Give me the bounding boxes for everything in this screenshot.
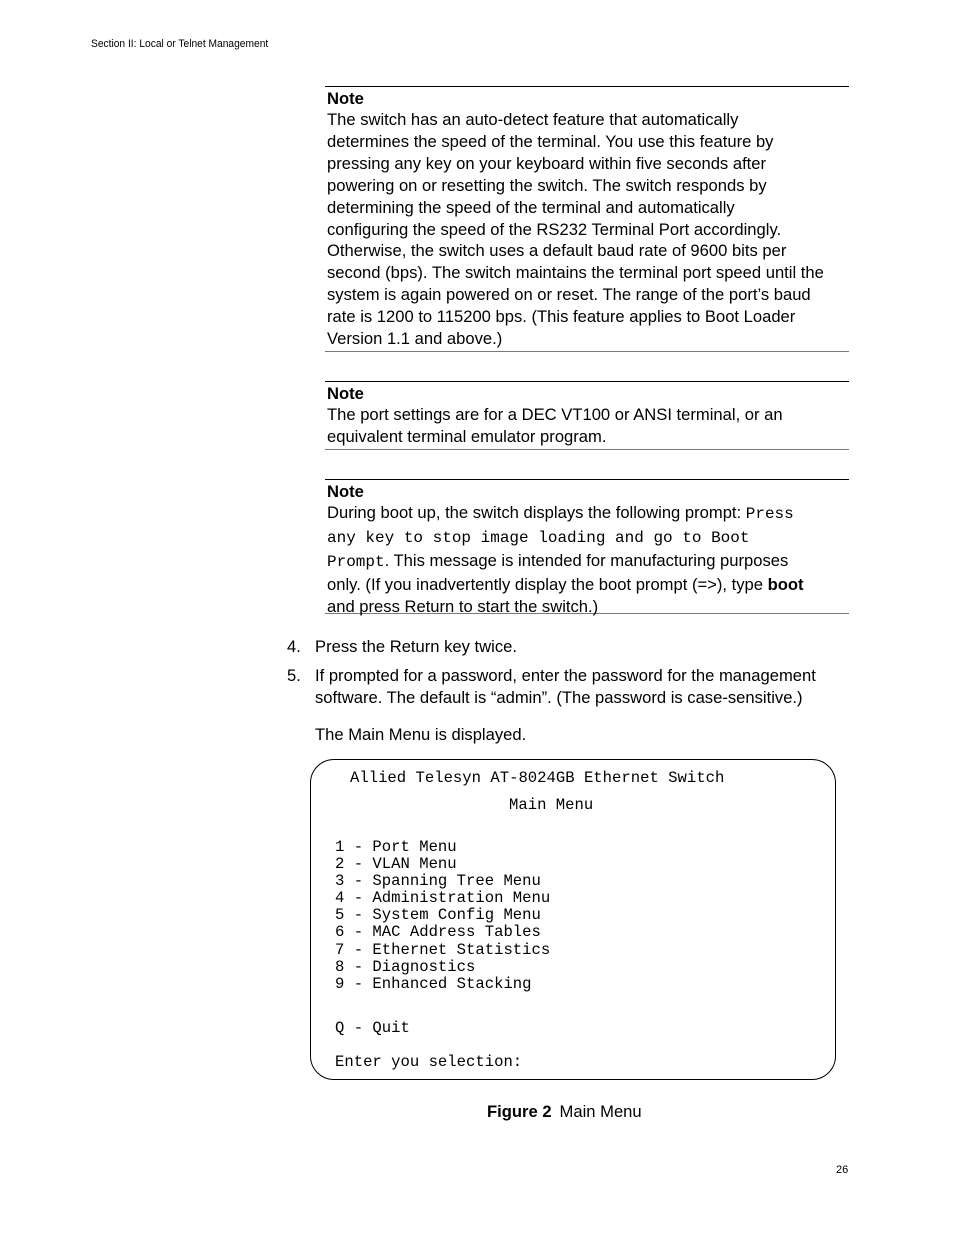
note-line: pressing any key on your keyboard within five seconds after (327, 153, 767, 173)
note-line: rate is 1200 to 115200 bps. (This feature applies to Boot Loader (327, 307, 796, 327)
note-line: determines the speed of the terminal. You use this feature by (327, 131, 774, 151)
selection-prompt: Enter you selection: (335, 1053, 523, 1071)
note-box-auto-detect (325, 86, 849, 352)
figure-label: Figure 2 (487, 1102, 552, 1121)
running-header: Section II: Local or Telnet Management (91, 38, 269, 50)
terminal-screen (310, 759, 836, 1080)
menu-item: 5 - System Config Menu (335, 906, 541, 925)
menu-item: 6 - MAC Address Tables (335, 923, 541, 942)
note-line (327, 550, 849, 574)
note-line (327, 526, 849, 550)
menu-item: 1 - Port Menu (335, 838, 457, 856)
note-line: The port settings are for a DEC VT100 or ANSI terminal, or an (327, 405, 783, 424)
menu-item-quit: Q - Quit (335, 1019, 410, 1037)
step-number: 4. (287, 637, 301, 656)
step-text: software. The default is “admin”. (The password is case-sensitive.) (315, 687, 803, 707)
menu-item: 7 - Ethernet Statistics (335, 940, 551, 959)
code-text: any key to stop image loading and go to Boot (327, 528, 750, 547)
menu-item: 3 - Spanning Tree Menu (335, 872, 541, 891)
note-line: The switch has an auto-detect feature that automatically (327, 110, 739, 129)
code-text: Press (745, 505, 794, 523)
note-line: configuring the speed of the RS232 Terminal Port accordingly. (327, 219, 782, 239)
note-line: equivalent terminal emulator program. (327, 426, 607, 446)
note-line (327, 502, 849, 526)
note-label: Note (327, 89, 364, 108)
step-number: 5. (287, 666, 301, 685)
terminal-subtitle: Main Menu (509, 796, 594, 814)
note-line: Version 1.1 and above.) (327, 329, 503, 349)
figure-caption (487, 1102, 642, 1122)
page-number: 26 (836, 1164, 849, 1176)
paragraph: The Main Menu is displayed. (315, 725, 527, 744)
note-line: powering on or resetting the switch. The switch responds by (327, 175, 767, 195)
note-line: second (bps). The switch maintains the terminal port speed until the (327, 263, 824, 283)
figure-title: Main Menu (559, 1102, 642, 1121)
menu-item: 8 - Diagnostics (335, 957, 476, 976)
note-label: Note (327, 482, 364, 501)
menu-item: 9 - Enhanced Stacking (335, 974, 532, 993)
menu-item: 4 - Administration Menu (335, 889, 551, 908)
step-text: If prompted for a password, enter the password for the management (315, 666, 816, 685)
bold-command: boot (767, 574, 804, 594)
menu-list (335, 839, 550, 993)
note-line: system is again powered on or reset. The range of the port’s baud (327, 285, 811, 305)
note-line: determining the speed of the terminal and automatically (327, 197, 735, 217)
note-box-boot-prompt (325, 479, 849, 614)
code-text: Prompt (327, 552, 385, 571)
note-text: only. (If you inadvertently display the boot prompt (=>), type (327, 574, 768, 594)
note-box-port-settings (325, 381, 849, 450)
terminal-title: Allied Telesyn AT-8024GB Ethernet Switch (350, 769, 725, 787)
note-line: and press Return to start the switch.) (327, 596, 599, 616)
note-line: Otherwise, the switch uses a default baud rate of 9600 bits per (327, 241, 787, 261)
step-text: Press the Return key twice. (315, 637, 517, 656)
menu-item: 2 - VLAN Menu (335, 855, 457, 874)
note-text: . This message is intended for manufacturing purposes (384, 550, 789, 570)
note-label: Note (327, 384, 364, 403)
note-text: During boot up, the switch displays the following prompt: (327, 503, 746, 522)
note-line (327, 574, 849, 596)
